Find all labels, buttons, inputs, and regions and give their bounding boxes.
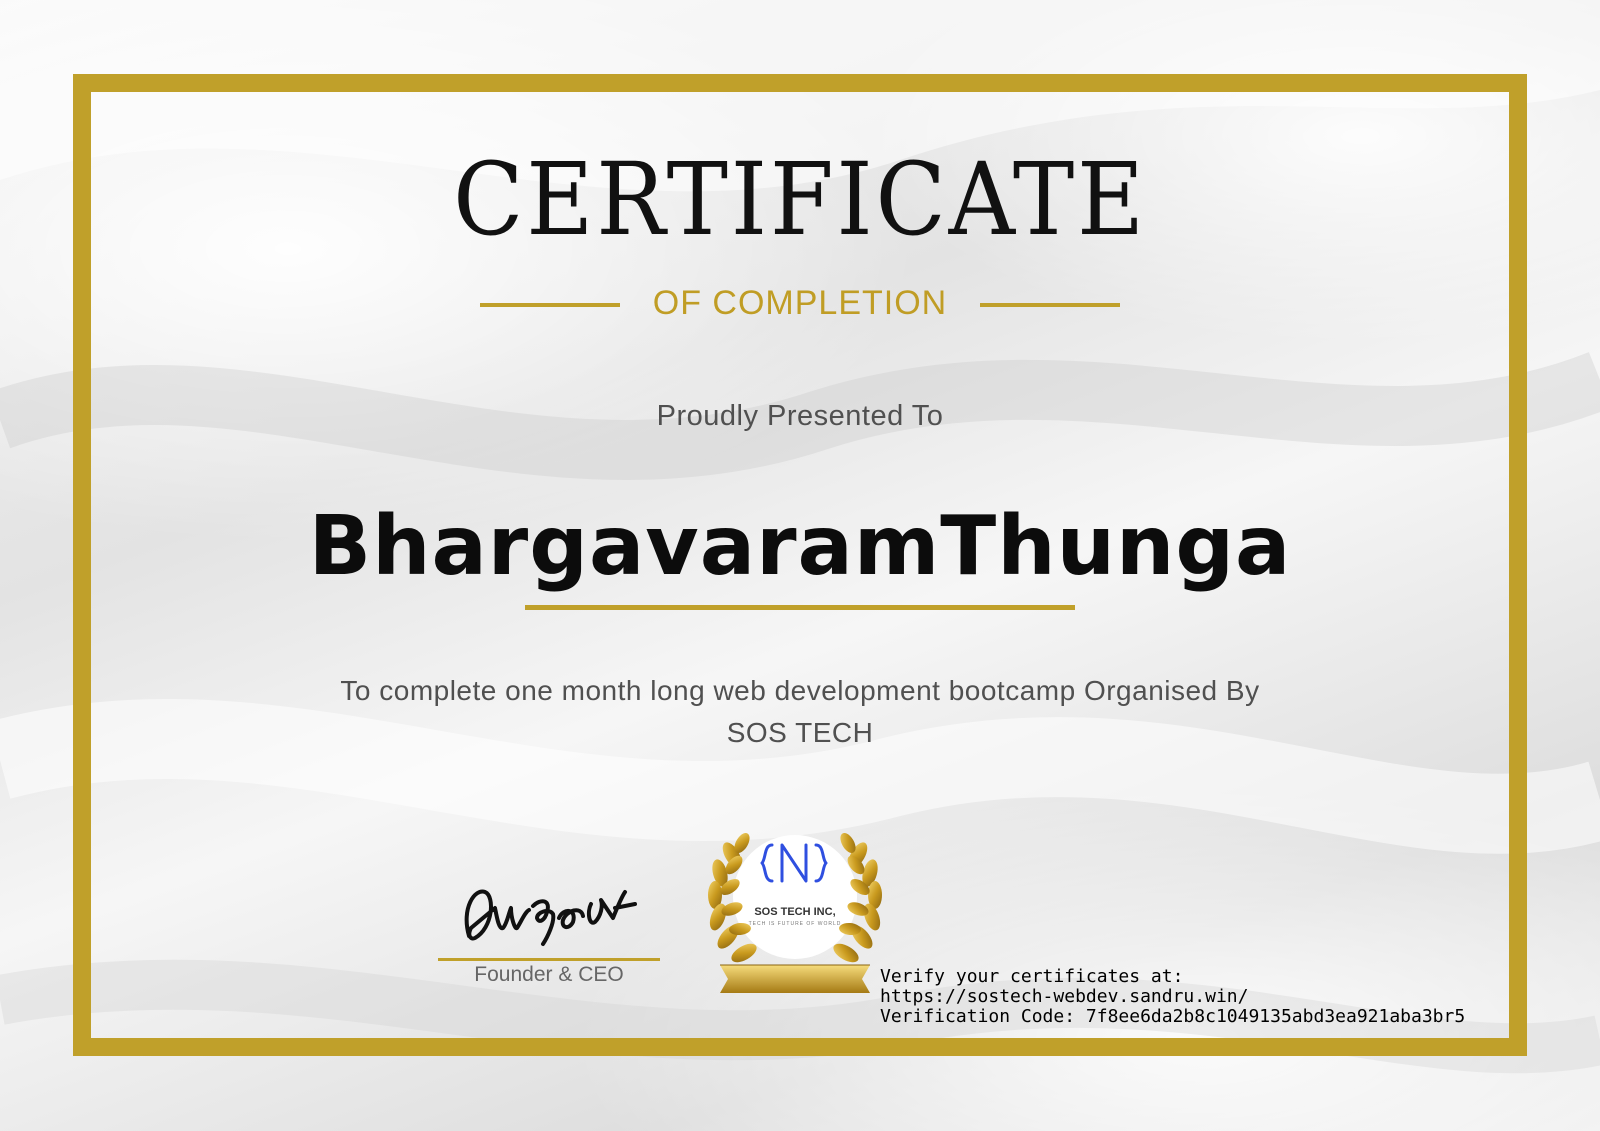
subtitle-row <box>0 284 1600 324</box>
recipient-underline <box>525 605 1075 610</box>
presented-to-text: Proudly Presented To <box>656 400 944 432</box>
completion-description <box>250 670 1350 754</box>
recipient-name: BhargavaramThunga <box>308 499 1292 594</box>
verify-url[interactable]: https://sostech-webdev.sandru.win/ <box>880 986 1249 1007</box>
signature-icon <box>455 878 665 948</box>
verify-label: Verify your certificates at: <box>880 966 1184 987</box>
verification-code: Verification Code: 7f8ee6da2b8c1049135abd3ea921aba3br5 <box>880 1006 1466 1027</box>
seal-company-name: SOS TECH INC, <box>754 906 836 918</box>
certificate-title: CERTIFICATE <box>453 141 1147 258</box>
verification-block <box>880 967 1465 1027</box>
seal-tagline: TECH IS FUTURE OF WORLD <box>748 921 842 927</box>
signature-caption: Founder & CEO <box>474 963 624 986</box>
certificate-subtitle: OF COMPLETION <box>652 284 948 322</box>
description-line-2: SOS TECH <box>726 717 874 748</box>
signature-line <box>438 958 660 961</box>
description-line-1: To complete one month long web development bootcamp Organised By <box>340 675 1260 706</box>
subtitle-rule-right <box>980 303 1120 307</box>
